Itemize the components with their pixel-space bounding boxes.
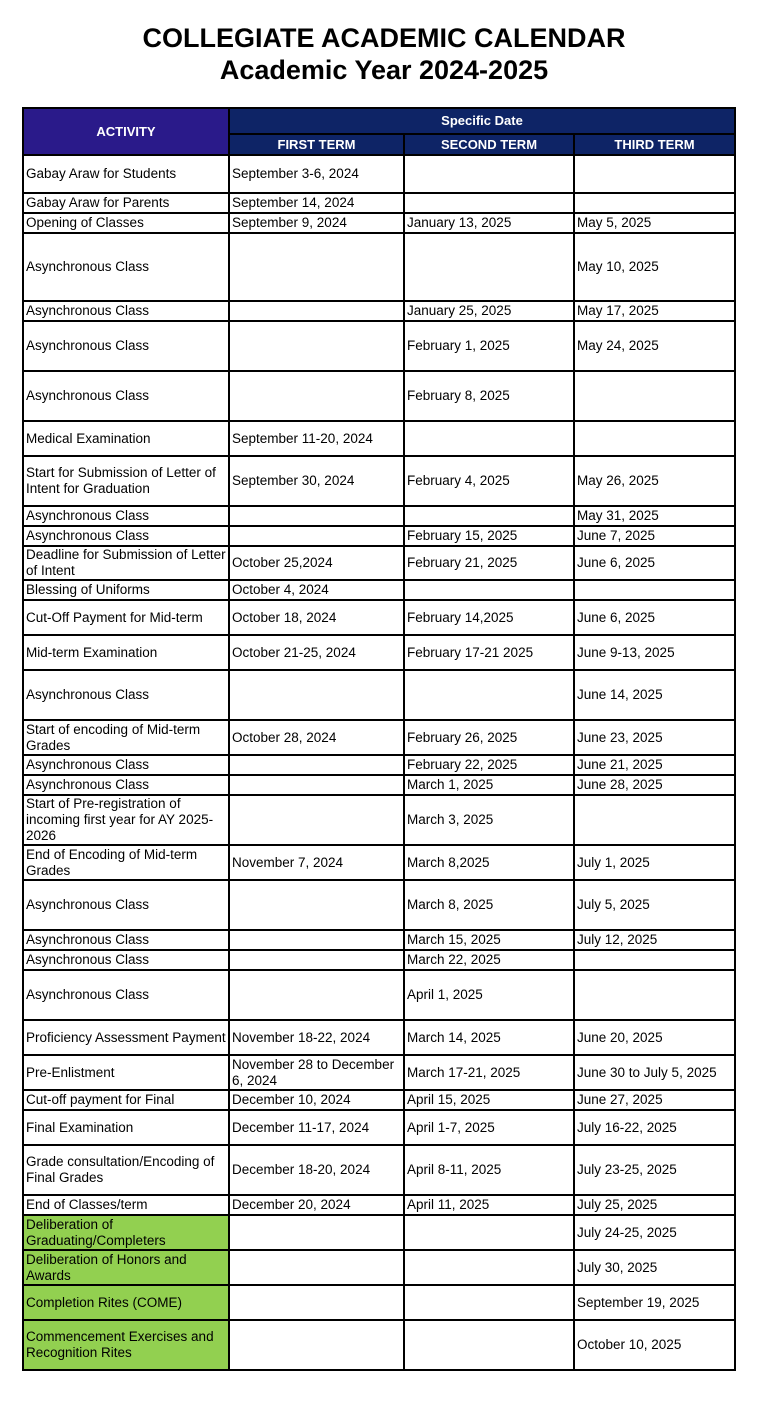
first-term-cell: December 10, 2024	[229, 1090, 404, 1110]
third-term-cell: June 21, 2025	[574, 755, 735, 775]
activity-cell: Completion Rites (COME)	[23, 1285, 229, 1320]
table-row	[23, 930, 735, 950]
first-term-cell: October 25,2024	[229, 546, 404, 580]
second-term-cell: February 1, 2025	[404, 321, 574, 371]
second-term-cell: February 26, 2025	[404, 720, 574, 755]
first-term-cell: November 7, 2024	[229, 845, 404, 880]
activity-cell: Cut-off payment for Final	[23, 1090, 229, 1110]
first-term-cell: December 20, 2024	[229, 1195, 404, 1215]
header-first-term: FIRST TERM	[229, 134, 404, 155]
second-term-cell: March 8,2025	[404, 845, 574, 880]
first-term-cell: November 18-22, 2024	[229, 1020, 404, 1055]
third-term-cell: June 6, 2025	[574, 546, 735, 580]
second-term-cell: March 3, 2025	[404, 795, 574, 845]
first-term-cell: September 9, 2024	[229, 213, 404, 233]
third-term-cell: June 23, 2025	[574, 720, 735, 755]
second-term-cell: March 17-21, 2025	[404, 1055, 574, 1090]
activity-cell: Asynchronous Class	[23, 321, 229, 371]
third-term-cell: July 30, 2025	[574, 1250, 735, 1285]
second-term-cell: February 8, 2025	[404, 371, 574, 421]
header-third-term: THIRD TERM	[574, 134, 735, 155]
third-term-cell	[574, 950, 735, 970]
third-term-cell: June 9-13, 2025	[574, 635, 735, 670]
second-term-cell	[404, 1215, 574, 1250]
table-row	[23, 371, 735, 421]
second-term-cell: April 11, 2025	[404, 1195, 574, 1215]
academic-calendar-table	[22, 107, 736, 1371]
table-row	[23, 155, 735, 193]
activity-cell: Opening of Classes	[23, 213, 229, 233]
table-row	[23, 1285, 735, 1320]
activity-cell: Asynchronous Class	[23, 755, 229, 775]
activity-cell: Blessing of Uniforms	[23, 580, 229, 600]
third-term-cell: June 28, 2025	[574, 775, 735, 795]
header-specific-date: Specific Date	[229, 108, 735, 134]
second-term-cell: April 1-7, 2025	[404, 1110, 574, 1145]
second-term-cell: February 22, 2025	[404, 755, 574, 775]
second-term-cell	[404, 233, 574, 301]
first-term-cell: December 11-17, 2024	[229, 1110, 404, 1145]
second-term-cell	[404, 506, 574, 526]
third-term-cell: May 24, 2025	[574, 321, 735, 371]
activity-cell: Asynchronous Class	[23, 233, 229, 301]
table-row	[23, 546, 735, 580]
second-term-cell: February 17-21 2025	[404, 635, 574, 670]
second-term-cell: April 8-11, 2025	[404, 1145, 574, 1195]
activity-cell: Gabay Araw for Parents	[23, 193, 229, 213]
third-term-cell	[574, 371, 735, 421]
first-term-cell: September 3-6, 2024	[229, 155, 404, 193]
activity-cell: Gabay Araw for Students	[23, 155, 229, 193]
first-term-cell	[229, 755, 404, 775]
page-subtitle: Academic Year 2024-2025	[219, 55, 549, 85]
table-row	[23, 1020, 735, 1055]
table-row	[23, 600, 735, 635]
table-row	[23, 526, 735, 546]
table-row	[23, 635, 735, 670]
first-term-cell	[229, 301, 404, 321]
second-term-cell: April 15, 2025	[404, 1090, 574, 1110]
first-term-cell	[229, 1250, 404, 1285]
table-row	[23, 1320, 735, 1370]
first-term-cell	[229, 1320, 404, 1370]
first-term-cell	[229, 950, 404, 970]
activity-cell: End of Classes/term	[23, 1195, 229, 1215]
first-term-cell	[229, 506, 404, 526]
activity-cell: Asynchronous Class	[23, 930, 229, 950]
first-term-cell: November 28 to December 6, 2024	[229, 1055, 404, 1090]
table-row	[23, 1195, 735, 1215]
table-row	[23, 1055, 735, 1090]
first-term-cell: October 28, 2024	[229, 720, 404, 755]
activity-cell: Pre-Enlistment	[23, 1055, 229, 1090]
activity-cell: Start of encoding of Mid-term Grades	[23, 720, 229, 755]
first-term-cell	[229, 775, 404, 795]
first-term-cell: October 21-25, 2024	[229, 635, 404, 670]
first-term-cell	[229, 795, 404, 845]
third-term-cell	[574, 795, 735, 845]
third-term-cell: July 12, 2025	[574, 930, 735, 950]
second-term-cell: March 15, 2025	[404, 930, 574, 950]
activity-cell: Start of Pre-registration of incoming first year for AY 2025-2026	[23, 795, 229, 845]
third-term-cell: July 25, 2025	[574, 1195, 735, 1215]
table-row	[23, 421, 735, 456]
first-term-cell	[229, 321, 404, 371]
table-row	[23, 795, 735, 845]
second-term-cell: March 8, 2025	[404, 880, 574, 930]
second-term-cell	[404, 193, 574, 213]
table-row	[23, 970, 735, 1020]
second-term-cell	[404, 1250, 574, 1285]
second-term-cell: February 4, 2025	[404, 456, 574, 506]
activity-cell: Final Examination	[23, 1110, 229, 1145]
activity-cell: Medical Examination	[23, 421, 229, 456]
first-term-cell	[229, 880, 404, 930]
third-term-cell: July 23-25, 2025	[574, 1145, 735, 1195]
activity-cell: Deliberation of Honors and Awards	[23, 1250, 229, 1285]
third-term-cell: June 6, 2025	[574, 600, 735, 635]
header-activity: ACTIVITY	[23, 108, 229, 155]
third-term-cell	[574, 193, 735, 213]
second-term-cell: April 1, 2025	[404, 970, 574, 1020]
second-term-cell: February 14,2025	[404, 600, 574, 635]
second-term-cell	[404, 1320, 574, 1370]
table-row	[23, 880, 735, 930]
activity-cell: Proficiency Assessment Payment	[23, 1020, 229, 1055]
activity-cell: Asynchronous Class	[23, 970, 229, 1020]
first-term-cell	[229, 526, 404, 546]
table-row	[23, 321, 735, 371]
third-term-cell: June 27, 2025	[574, 1090, 735, 1110]
second-term-cell: January 25, 2025	[404, 301, 574, 321]
third-term-cell: June 7, 2025	[574, 526, 735, 546]
third-term-cell: May 10, 2025	[574, 233, 735, 301]
second-term-cell: March 14, 2025	[404, 1020, 574, 1055]
activity-cell: Asynchronous Class	[23, 880, 229, 930]
table-row	[23, 720, 735, 755]
table-row	[23, 1145, 735, 1195]
header-second-term: SECOND TERM	[404, 134, 574, 155]
activity-cell: Deadline for Submission of Letter of Intent	[23, 546, 229, 580]
third-term-cell: May 31, 2025	[574, 506, 735, 526]
activity-cell: Cut-Off Payment for Mid-term	[23, 600, 229, 635]
activity-cell: Asynchronous Class	[23, 950, 229, 970]
table-row	[23, 1215, 735, 1250]
second-term-cell: March 22, 2025	[404, 950, 574, 970]
first-term-cell	[229, 930, 404, 950]
third-term-cell: May 26, 2025	[574, 456, 735, 506]
third-term-cell	[574, 421, 735, 456]
second-term-cell	[404, 580, 574, 600]
table-row	[23, 1110, 735, 1145]
second-term-cell	[404, 670, 574, 720]
third-term-cell	[574, 580, 735, 600]
second-term-cell: January 13, 2025	[404, 213, 574, 233]
activity-cell: Asynchronous Class	[23, 301, 229, 321]
table-row	[23, 845, 735, 880]
first-term-cell: September 14, 2024	[229, 193, 404, 213]
table-row	[23, 755, 735, 775]
third-term-cell: July 5, 2025	[574, 880, 735, 930]
third-term-cell: May 5, 2025	[574, 213, 735, 233]
first-term-cell	[229, 970, 404, 1020]
calendar-body	[23, 155, 735, 1370]
page-title: COLLEGIATE ACADEMIC CALENDAR	[142, 23, 626, 53]
third-term-cell: June 30 to July 5, 2025	[574, 1055, 735, 1090]
table-row	[23, 775, 735, 795]
third-term-cell: July 16-22, 2025	[574, 1110, 735, 1145]
first-term-cell: December 18-20, 2024	[229, 1145, 404, 1195]
title-block	[0, 0, 768, 86]
activity-cell: Mid-term Examination	[23, 635, 229, 670]
table-row	[23, 213, 735, 233]
first-term-cell	[229, 1215, 404, 1250]
first-term-cell: September 30, 2024	[229, 456, 404, 506]
header-row-top	[23, 108, 735, 134]
table-row	[23, 506, 735, 526]
table-row	[23, 580, 735, 600]
second-term-cell: March 1, 2025	[404, 775, 574, 795]
first-term-cell: October 18, 2024	[229, 600, 404, 635]
first-term-cell	[229, 1285, 404, 1320]
activity-cell: Grade consultation/Encoding of Final Grades	[23, 1145, 229, 1195]
table-row	[23, 950, 735, 970]
third-term-cell: June 20, 2025	[574, 1020, 735, 1055]
third-term-cell: May 17, 2025	[574, 301, 735, 321]
table-row	[23, 456, 735, 506]
third-term-cell: October 10, 2025	[574, 1320, 735, 1370]
second-term-cell	[404, 421, 574, 456]
first-term-cell	[229, 670, 404, 720]
first-term-cell	[229, 371, 404, 421]
table-row	[23, 193, 735, 213]
table-row	[23, 301, 735, 321]
third-term-cell	[574, 155, 735, 193]
second-term-cell	[404, 155, 574, 193]
table-row	[23, 1090, 735, 1110]
activity-cell: Commencement Exercises and Recognition Rites	[23, 1320, 229, 1370]
second-term-cell: February 15, 2025	[404, 526, 574, 546]
table-row	[23, 1250, 735, 1285]
second-term-cell	[404, 1285, 574, 1320]
third-term-cell	[574, 970, 735, 1020]
third-term-cell: July 1, 2025	[574, 845, 735, 880]
activity-cell: Start for Submission of Letter of Intent for Graduation	[23, 456, 229, 506]
activity-cell: Asynchronous Class	[23, 506, 229, 526]
activity-cell: Asynchronous Class	[23, 775, 229, 795]
activity-cell: Asynchronous Class	[23, 670, 229, 720]
second-term-cell: February 21, 2025	[404, 546, 574, 580]
table-row	[23, 670, 735, 720]
activity-cell: Asynchronous Class	[23, 371, 229, 421]
first-term-cell: September 11-20, 2024	[229, 421, 404, 456]
third-term-cell: July 24-25, 2025	[574, 1215, 735, 1250]
activity-cell: End of Encoding of Mid-term Grades	[23, 845, 229, 880]
third-term-cell: June 14, 2025	[574, 670, 735, 720]
activity-cell: Asynchronous Class	[23, 526, 229, 546]
third-term-cell: September 19, 2025	[574, 1285, 735, 1320]
first-term-cell: October 4, 2024	[229, 580, 404, 600]
first-term-cell	[229, 233, 404, 301]
table-row	[23, 233, 735, 301]
activity-cell: Deliberation of Graduating/Completers	[23, 1215, 229, 1250]
